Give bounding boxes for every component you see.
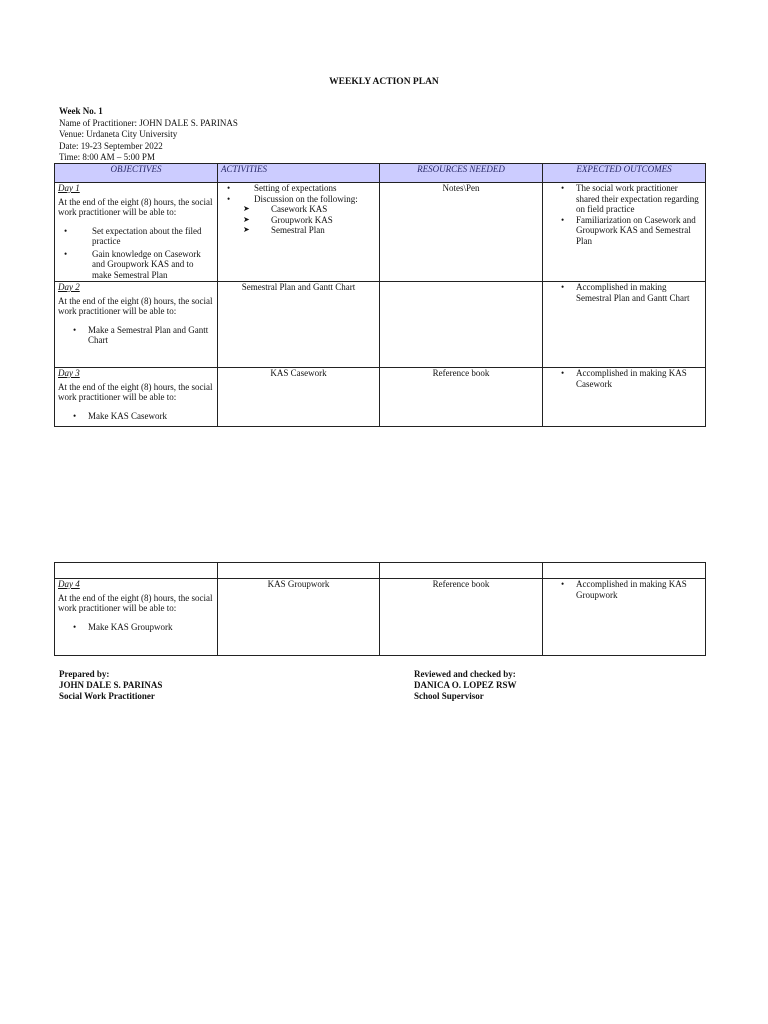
day2-activity: Semestral Plan and Gantt Chart xyxy=(218,282,380,368)
objective-list xyxy=(58,226,214,281)
reviewed-label: Reviewed and checked by: xyxy=(414,669,516,679)
day-label: Day 3 xyxy=(58,368,80,378)
objective-intro: At the end of the eight (8) hours, the social work practitioner will be able to: xyxy=(58,592,213,613)
objective-list xyxy=(58,622,214,633)
table-header-row xyxy=(55,164,706,183)
list-item: • Gain knowledge on Casework and Groupwork KAS and to make Semestral Plan xyxy=(58,249,214,281)
plan-meta xyxy=(59,106,238,164)
day3-outcomes xyxy=(543,368,706,427)
list-item: • Familiarization on Casework and Groupwork KAS and Semestral Plan xyxy=(546,215,702,247)
activity-list xyxy=(221,183,376,236)
table-row xyxy=(55,282,706,368)
day3-resources: Reference book xyxy=(380,368,543,427)
prepared-name: JOHN DALE S. PARINAS xyxy=(59,680,163,690)
table-row xyxy=(55,368,706,427)
day1-outcomes xyxy=(543,183,706,282)
prepared-by-block xyxy=(59,669,162,702)
table-row xyxy=(55,183,706,282)
practitioner-name: Name of Practitioner: JOHN DALE S. PARINAS xyxy=(59,117,238,128)
objective-list xyxy=(58,411,214,422)
objective-list xyxy=(58,325,214,346)
list-item: • Make a Semestral Plan and Gantt Chart xyxy=(58,325,214,346)
list-item: • Accomplished in making KAS Groupwork xyxy=(546,579,702,600)
list-item: • Discussion on the following: xyxy=(221,194,376,205)
prepared-role: Social Work Practitioner xyxy=(59,691,155,701)
objective-intro: At the end of the eight (8) hours, the social work practitioner will be able to: xyxy=(58,295,213,316)
day3-activity: KAS Casework xyxy=(218,368,380,427)
list-item: • Accomplished in making Semestral Plan and Gantt Chart xyxy=(546,282,702,303)
venue: Venue: Urdaneta City University xyxy=(59,129,178,139)
reviewed-name: DANICA O. LOPEZ RSW xyxy=(414,680,517,690)
outcome-list xyxy=(546,579,702,600)
objective-intro: At the end of the eight (8) hours, the social work practitioner will be able to: xyxy=(58,196,213,217)
list-item: • Set expectation about the filed practice xyxy=(58,226,214,247)
list-item: ➤ Casework KAS xyxy=(221,204,376,215)
day2-outcomes xyxy=(543,282,706,368)
list-item: • Make KAS Groupwork xyxy=(58,622,214,633)
reviewed-role: School Supervisor xyxy=(414,691,484,701)
outcome-list xyxy=(546,368,702,389)
list-item: • The social work practitioner shared their expectation regarding on field practice xyxy=(546,183,702,215)
header-outcomes: EXPECTED OUTCOMES xyxy=(543,164,706,183)
list-item: • Accomplished in making KAS Casework xyxy=(546,368,702,389)
list-item: • Make KAS Casework xyxy=(58,411,214,422)
reviewed-by-block xyxy=(414,669,517,702)
header-resources: RESOURCES NEEDED xyxy=(380,164,543,183)
document-title: WEEKLY ACTION PLAN xyxy=(329,77,439,87)
action-plan-table-continued xyxy=(54,562,706,656)
day1-resources: Notes\Pen xyxy=(380,183,543,282)
prepared-label: Prepared by: xyxy=(59,669,110,679)
header-activities: ACTIVITIES xyxy=(218,164,380,183)
week-number: Week No. 1 xyxy=(59,106,103,116)
day4-outcomes xyxy=(543,579,706,656)
outcome-list xyxy=(546,183,702,246)
list-item: ➤ Semestral Plan xyxy=(221,225,376,236)
time: Time: 8:00 AM – 5:00 PM xyxy=(59,152,155,162)
day4-activity: KAS Groupwork xyxy=(218,579,380,656)
day1-activities xyxy=(218,183,380,282)
list-item: ➤ Groupwork KAS xyxy=(221,215,376,226)
day4-resources: Reference book xyxy=(380,579,543,656)
outcome-list xyxy=(546,282,702,303)
day4-objectives xyxy=(55,579,218,656)
day3-objectives xyxy=(55,368,218,427)
day2-objectives xyxy=(55,282,218,368)
table-row xyxy=(55,579,706,656)
action-plan-table xyxy=(54,163,706,427)
header-objectives: OBJECTIVES xyxy=(55,164,218,183)
objective-intro: At the end of the eight (8) hours, the social work practitioner will be able to: xyxy=(58,381,213,402)
day2-resources xyxy=(380,282,543,368)
date: Date: 19-23 September 2022 xyxy=(59,140,163,151)
day1-objectives xyxy=(55,183,218,282)
day-label: Day 1 xyxy=(58,183,80,193)
day-label: Day 2 xyxy=(58,282,80,292)
day-label: Day 4 xyxy=(58,579,80,589)
table-spacer-row xyxy=(55,563,706,579)
list-item: • Setting of expectations xyxy=(221,183,376,194)
